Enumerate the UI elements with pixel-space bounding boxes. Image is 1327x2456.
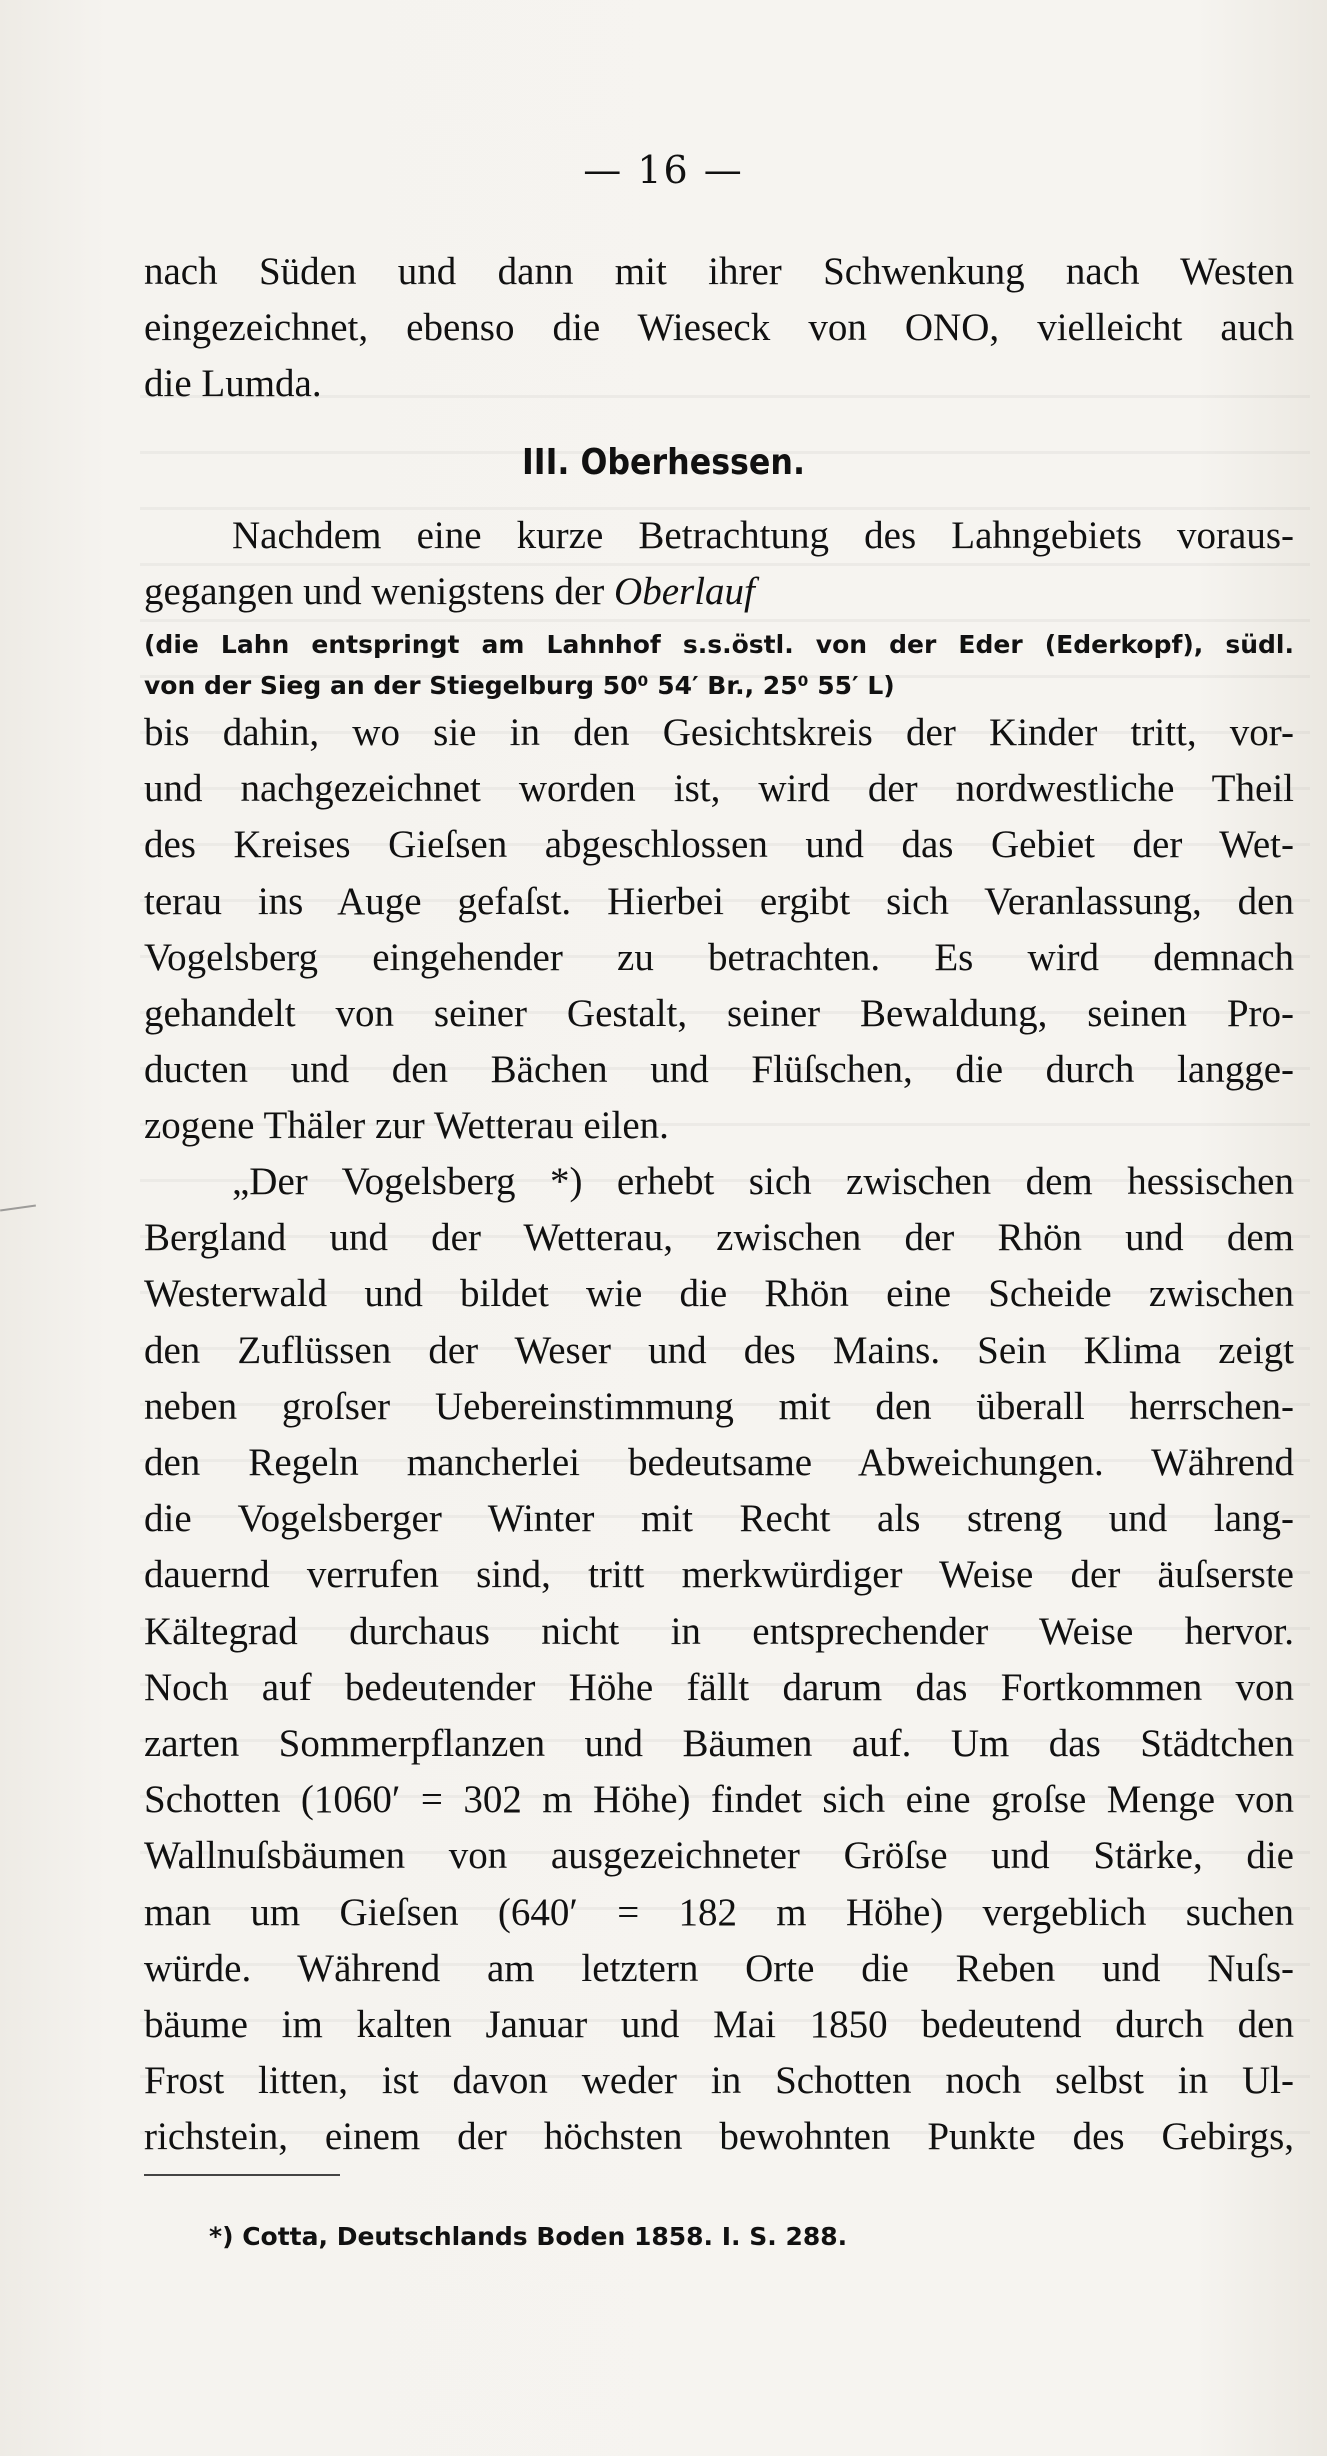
section-heading: III. Oberhessen. bbox=[522, 442, 805, 483]
text-line: bäume im kalten Januar und Mai 1850 bedeutend durch den bbox=[144, 2003, 1294, 2047]
text-line: Westerwald und bildet wie die Rhön eine Scheide zwischen bbox=[144, 1272, 1294, 1316]
text-line: bis dahin, wo sie in den Gesichtskreis der Kinder tritt, vor- bbox=[144, 711, 1294, 754]
intro-paragraph bbox=[144, 244, 1294, 413]
text-line: neben groſser Uebereinstimmung mit den überall herrschen- bbox=[144, 1384, 1294, 1428]
footnote-divider bbox=[144, 2174, 340, 2176]
text-line bbox=[144, 564, 1294, 620]
text-line: Schotten (1060′ = 302 m Höhe) findet sich eine groſse Menge von bbox=[144, 1778, 1294, 1822]
text-line: Bergland und der Wetterau, zwischen der Rhön und dem bbox=[144, 1216, 1294, 1260]
text-line: terau ins Auge gefaſst. Hierbei ergibt sich Veranlassung, den bbox=[144, 879, 1294, 923]
text-fragment: gegangen und wenigstens der bbox=[144, 570, 615, 614]
text-line: zogene Thäler zur Wetterau eilen. bbox=[144, 1104, 669, 1148]
text-line: richstein, einem der höchsten bewohnten Punkte des Gebirgs, bbox=[144, 2115, 1294, 2159]
text-line: würde. Während am letztern Orte die Reben und Nuſs- bbox=[144, 1946, 1294, 1990]
paragraph-1 bbox=[144, 508, 1294, 620]
small-text-line: von der Sieg an der Stiegelburg 50⁰ 54′ Br., 25⁰ 55′ L) bbox=[144, 671, 895, 700]
parenthetical-note bbox=[144, 624, 1294, 706]
page-number: — 16 — bbox=[583, 148, 744, 192]
text-line: den Zuflüssen der Weser und des Mains. Sein Klima zeigt bbox=[144, 1328, 1294, 1372]
text-line: eingezeichnet, ebenso die Wieseck von ONO, vielleicht auch bbox=[144, 306, 1294, 350]
paragraph-1-continued bbox=[144, 705, 1294, 1155]
text-line: „Der Vogelsberg *) erhebt sich zwischen dem hessischen bbox=[232, 1160, 1294, 1203]
paragraph-2 bbox=[144, 1154, 1294, 2166]
text-line: die Vogelsberger Winter mit Recht als streng und lang- bbox=[144, 1497, 1294, 1541]
text-line: ducten und den Bächen und Flüſschen, die durch langge- bbox=[144, 1048, 1294, 1092]
text-line: des Kreises Gieſsen abgeschlossen und das Gebiet der Wet- bbox=[144, 823, 1294, 867]
margin-mark bbox=[0, 1205, 36, 1212]
text-line: Nachdem eine kurze Betrachtung des Lahngebiets voraus- bbox=[232, 514, 1294, 557]
small-text-line: (die Lahn entspringt am Lahnhof s.s.östl. von der Eder (Ederkopf), südl. bbox=[144, 630, 1294, 659]
text-line: nach Süden und dann mit ihrer Schwenkung nach Westen bbox=[144, 250, 1294, 293]
text-line: dauernd verrufen sind, tritt merkwürdiger Weise der äuſserste bbox=[144, 1553, 1294, 1597]
text-line: Noch auf bedeutender Höhe fällt darum das Fortkommen von bbox=[144, 1665, 1294, 1709]
text-line: Wallnuſsbäumen von ausgezeichneter Gröſse und Stärke, die bbox=[144, 1834, 1294, 1878]
text-line: zarten Sommerpflanzen und Bäumen auf. Um das Städtchen bbox=[144, 1722, 1294, 1766]
footnote: *) Cotta, Deutschlands Boden 1858. I. S. 288. bbox=[209, 2222, 848, 2251]
text-line: den Regeln mancherlei bedeutsame Abweichungen. Während bbox=[144, 1441, 1294, 1485]
text-line: Vogelsberg eingehender zu betrachten. Es wird demnach bbox=[144, 935, 1294, 979]
text-line: Kältegrad durchaus nicht in entsprechender Weise hervor. bbox=[144, 1609, 1294, 1653]
text-line: man um Gieſsen (640′ = 182 m Höhe) vergeblich suchen bbox=[144, 1890, 1294, 1934]
text-line: die Lumda. bbox=[144, 362, 322, 406]
text-line: gehandelt von seiner Gestalt, seiner Bewaldung, seinen Pro- bbox=[144, 992, 1294, 1036]
text-line: Frost litten, ist davon weder in Schotten noch selbst in Ul- bbox=[144, 2059, 1294, 2103]
italic-term: Oberlauf bbox=[614, 570, 755, 614]
text-line: und nachgezeichnet worden ist, wird der nordwestliche Theil bbox=[144, 767, 1294, 811]
